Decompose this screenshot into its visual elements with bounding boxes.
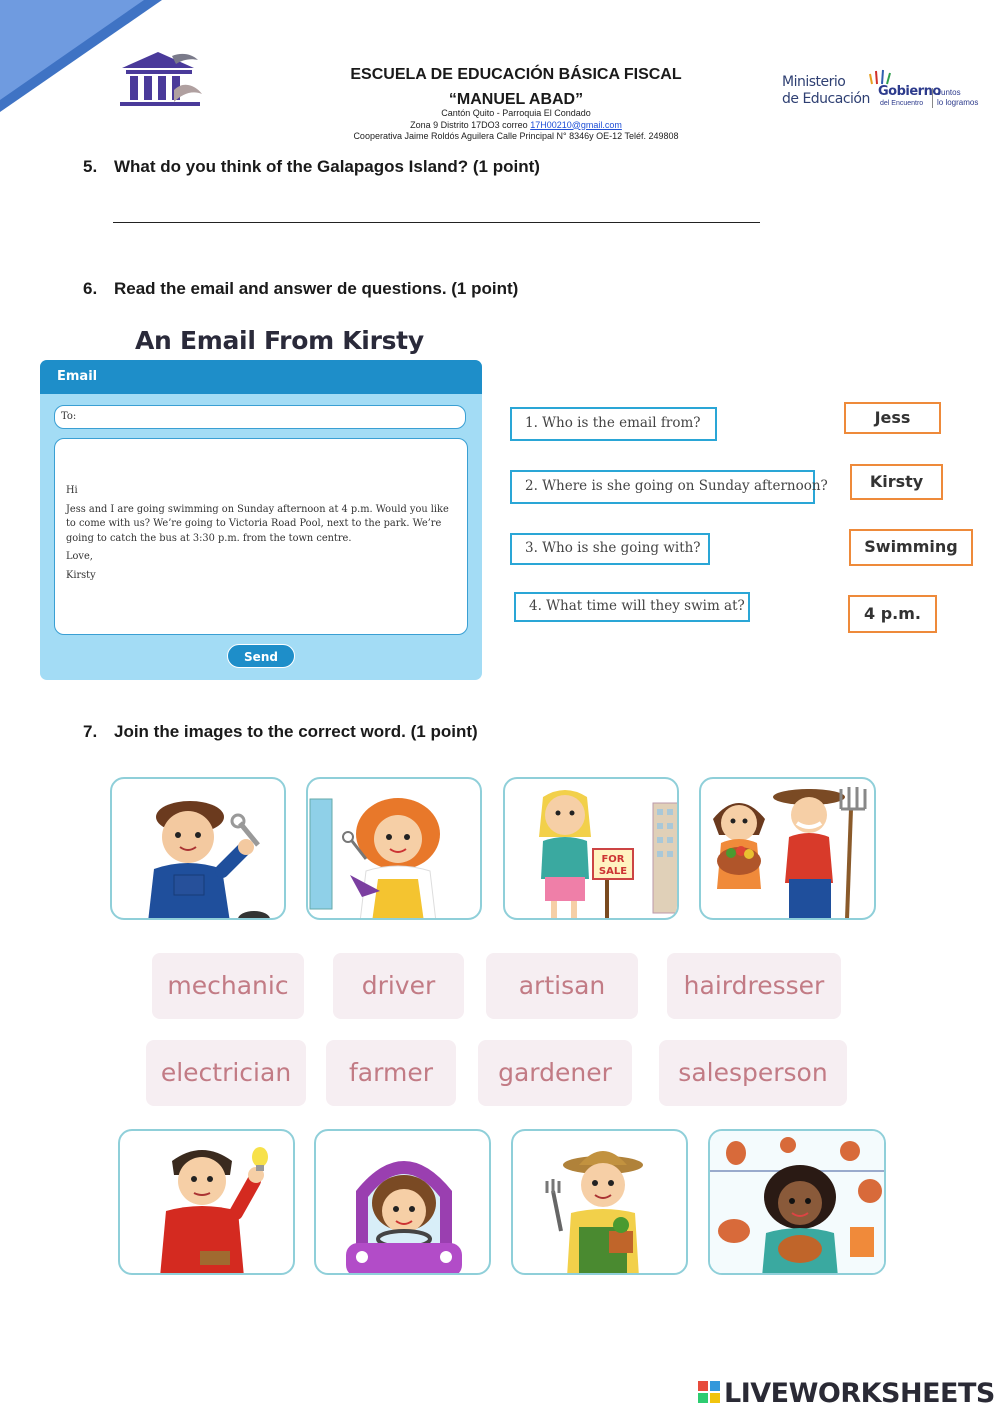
address-line3: Cooperativa Jaime Roldós Aguilera Calle Principal N° 8346y OE-12 Teléf. 249808 — [353, 131, 679, 141]
email-send-button: Send — [227, 644, 295, 668]
question-6-number: 6. — [83, 279, 98, 298]
email-greeting: Hi — [66, 485, 78, 496]
email-header-label: Email — [57, 369, 98, 384]
email-title: An Email From Kirsty — [135, 326, 424, 355]
word-gardener[interactable]: gardener — [478, 1040, 632, 1106]
for-sale-sign-line2: SALE — [598, 866, 628, 877]
school-name-line1: ESCUELA DE EDUCACIÓN BÁSICA FISCAL — [350, 66, 682, 83]
word-electrician[interactable]: electrician — [146, 1040, 306, 1106]
question-7-number: 7. — [83, 722, 98, 741]
liveworksheets-brand: LIVEWORKSHEETS — [724, 1378, 995, 1409]
image-card-driver[interactable] — [314, 1129, 491, 1275]
answer-option-swimming[interactable]: Swimming — [849, 529, 973, 566]
question-5 — [83, 157, 540, 177]
word-farmer[interactable]: farmer — [326, 1040, 456, 1106]
gardener-illustration — [513, 1131, 688, 1275]
email-signature: Kirsty — [66, 569, 96, 581]
answer-option-jess[interactable]: Jess — [844, 402, 941, 434]
image-card-electrician[interactable] — [118, 1129, 295, 1275]
gobierno-label: Gobierno — [878, 84, 941, 99]
liveworksheets-logo-icon — [698, 1381, 720, 1403]
address-line2-prefix: Zona 9 Distrito 17DO3 correo — [410, 119, 531, 130]
school-logo-icon — [112, 50, 204, 112]
email-header-bar — [40, 360, 482, 394]
ministry-line1: Ministerio — [782, 74, 846, 90]
school-email-link[interactable]: 17H00210@gmail.com — [530, 119, 622, 130]
driver-illustration — [316, 1131, 491, 1275]
word-driver[interactable]: driver — [333, 953, 464, 1019]
email-closing: Love, — [66, 551, 93, 562]
electrician-illustration — [120, 1131, 295, 1275]
artisan-illustration — [710, 1131, 886, 1275]
for-sale-sign-line1: FOR — [601, 854, 625, 865]
question-5-text: What do you think of the Galapagos Island? (1 point) — [114, 157, 540, 176]
image-card-mechanic[interactable] — [110, 777, 286, 920]
image-card-salesperson[interactable] — [503, 777, 679, 920]
email-message — [66, 484, 458, 589]
farmer-illustration — [701, 779, 876, 920]
word-hairdresser[interactable]: hairdresser — [667, 953, 841, 1019]
salesperson-illustration — [505, 779, 679, 920]
email-body-text: Jess and I are going swimming on Sunday afternoon at 4 p.m. Would you like to come with us? We’re going to Victoria Road Pool, next to the park. We’re going to catch the bus at 3:30 p.m. from the town centre. — [66, 503, 449, 544]
question-7 — [83, 722, 478, 742]
ministry-line2: de Educación — [782, 91, 870, 107]
juntos-line2: lo logramos — [937, 98, 979, 107]
image-card-hairdresser[interactable] — [306, 777, 482, 920]
mechanic-illustration — [112, 779, 286, 920]
question-6-text: Read the email and answer de questions. (1 point) — [114, 279, 519, 298]
answer-option-4pm[interactable]: 4 p.m. — [848, 595, 937, 633]
question-5-answer-line[interactable] — [113, 222, 760, 223]
question-6 — [83, 279, 518, 299]
email-question-4: 4. What time will they swim at? — [514, 592, 750, 622]
word-mechanic[interactable]: mechanic — [152, 953, 304, 1019]
school-name — [300, 62, 732, 112]
email-question-2: 2. Where is she going on Sunday afternoon? — [510, 470, 815, 504]
email-question-1: 1. Who is the email from? — [510, 407, 717, 441]
word-artisan[interactable]: artisan — [486, 953, 638, 1019]
question-5-number: 5. — [83, 157, 98, 176]
juntos-label — [932, 88, 978, 108]
image-card-farmer[interactable] — [699, 777, 876, 920]
word-salesperson[interactable]: salesperson — [659, 1040, 847, 1106]
hairdresser-illustration — [308, 779, 482, 920]
address-line1: Cantón Quito - Parroquia El Condado — [441, 108, 591, 118]
email-question-3: 3. Who is she going with? — [510, 533, 710, 565]
email-to-field: To: — [54, 405, 466, 429]
juntos-line1: Juntos — [937, 88, 961, 97]
answer-option-kirsty[interactable]: Kirsty — [850, 464, 943, 500]
school-address — [300, 108, 732, 143]
image-card-gardener[interactable] — [511, 1129, 688, 1275]
question-7-text: Join the images to the correct word. (1 point) — [114, 722, 478, 741]
image-card-artisan[interactable] — [708, 1129, 886, 1275]
gobierno-sub-label: del Encuentro — [880, 100, 924, 107]
ministry-logo-text — [782, 74, 870, 108]
address-line2 — [300, 120, 732, 132]
school-name-line2: “MANUEL ABAD” — [448, 91, 584, 108]
